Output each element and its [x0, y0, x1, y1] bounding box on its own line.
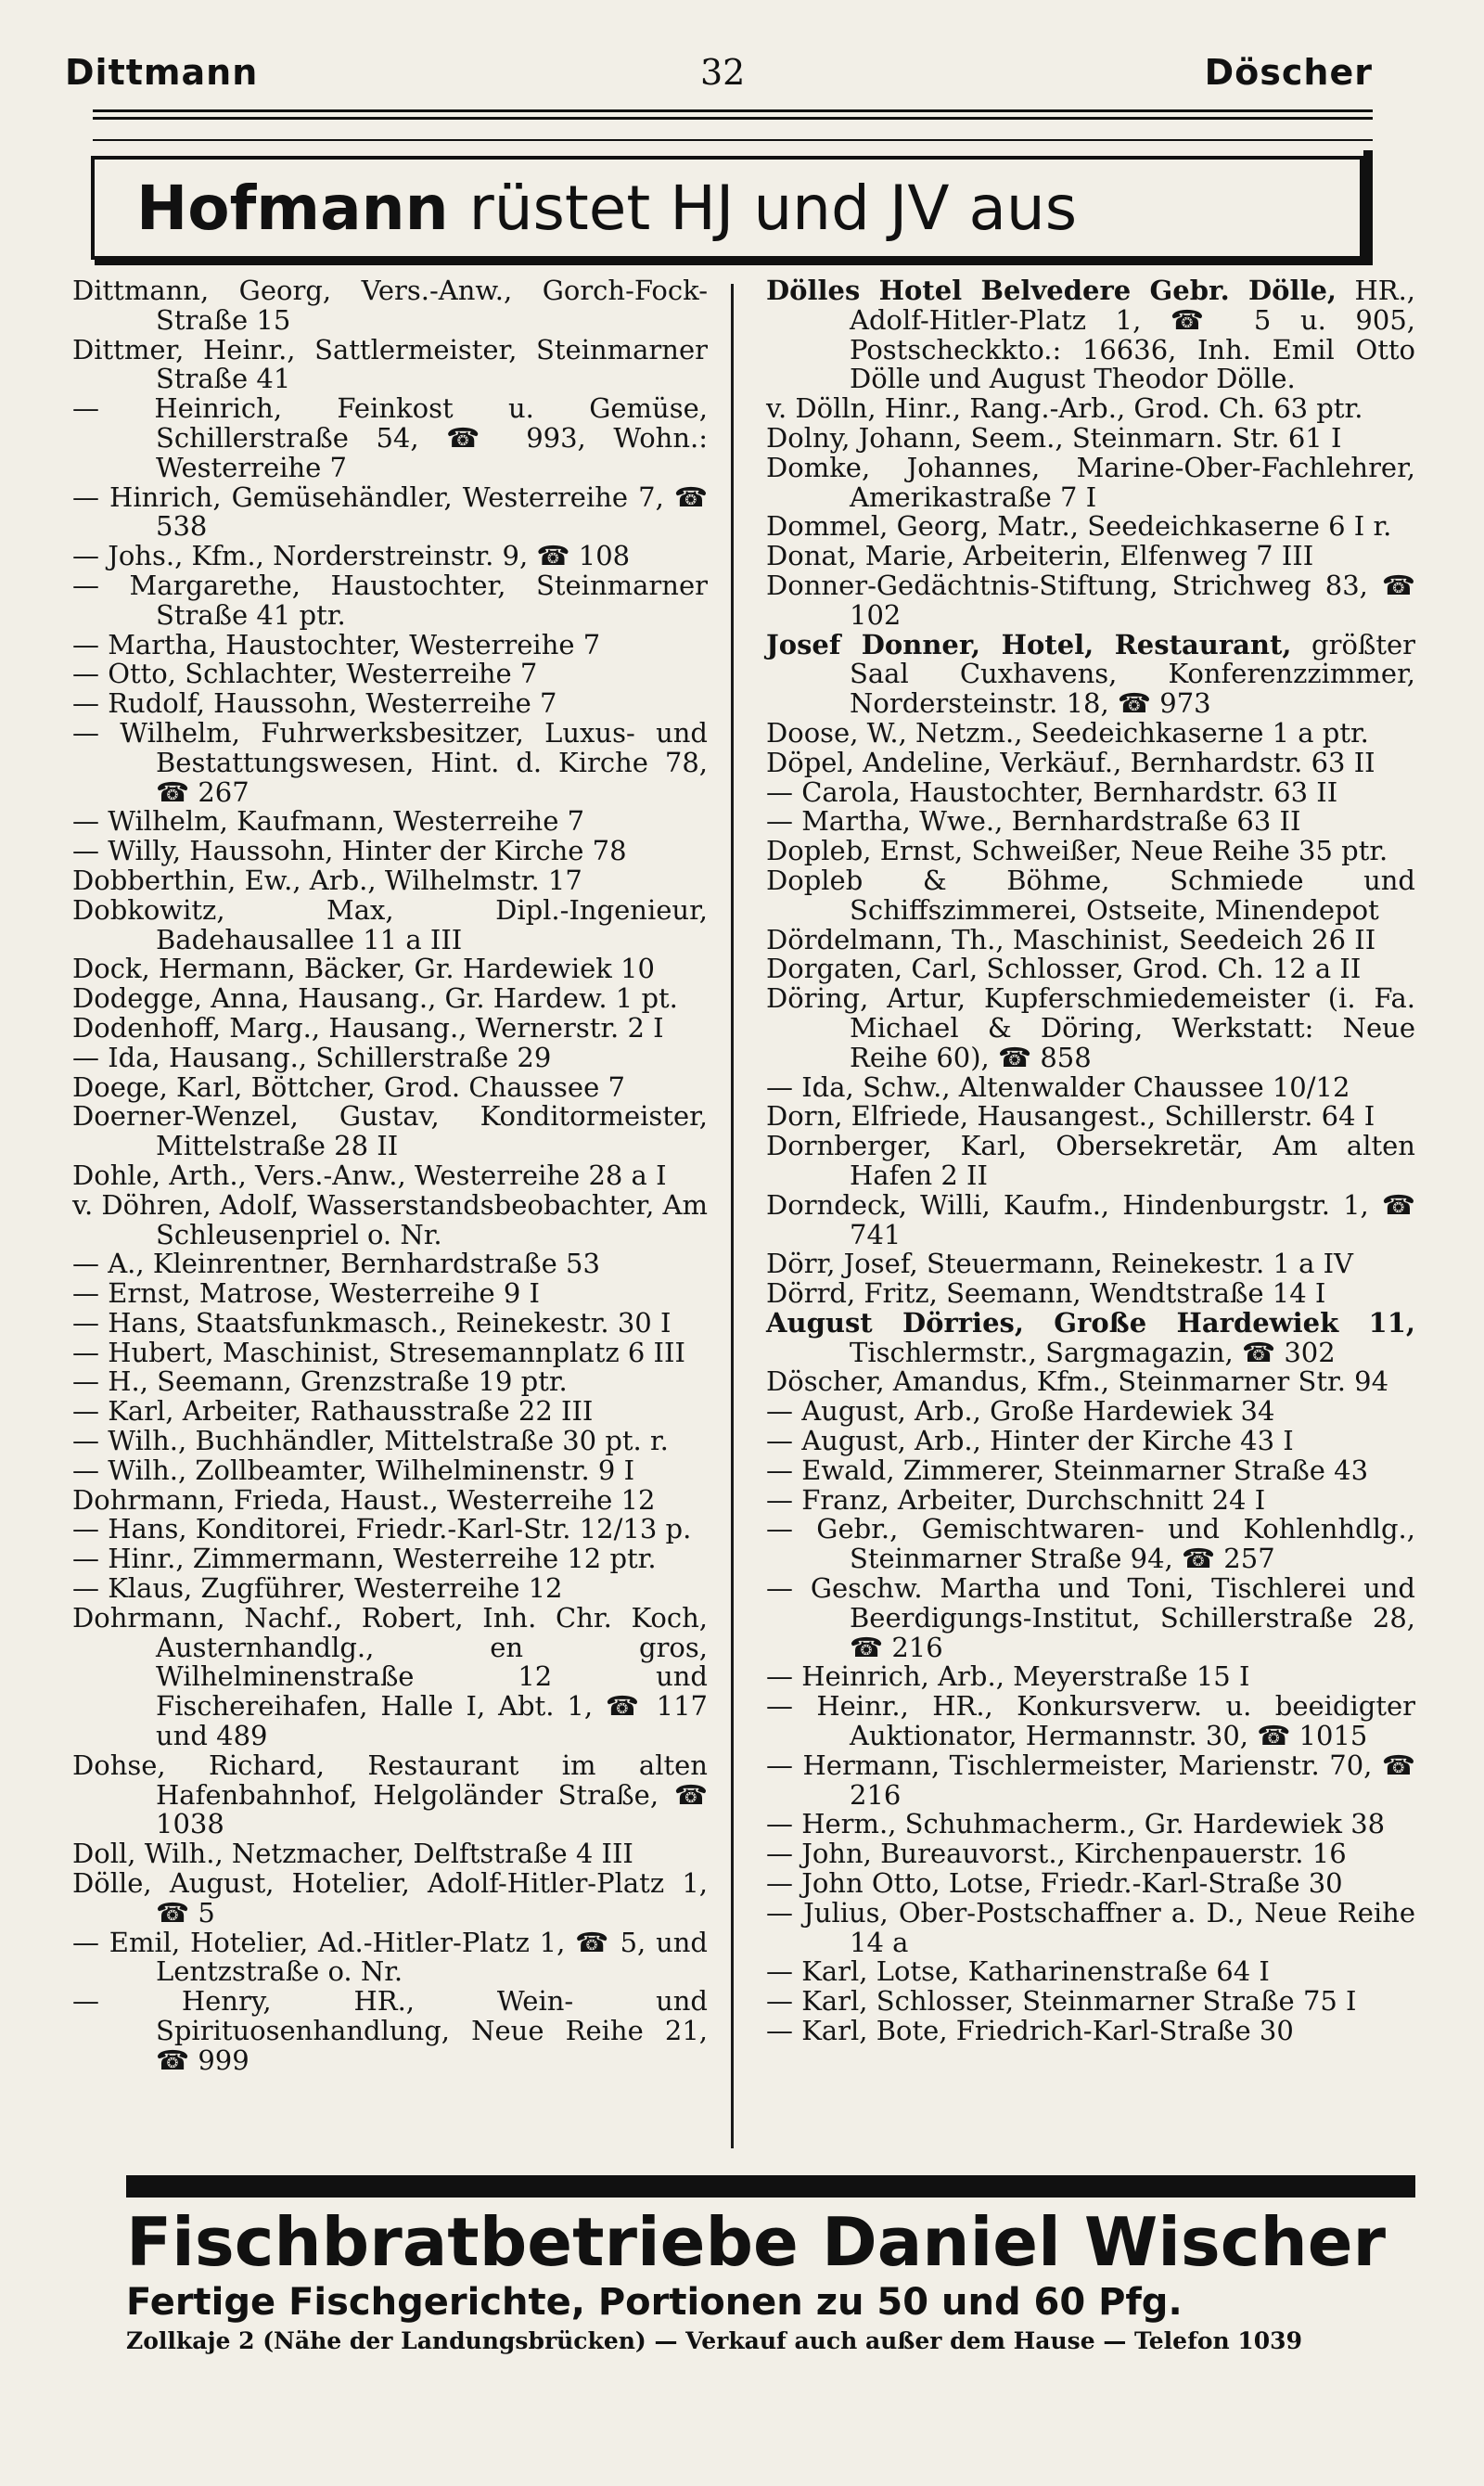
directory-entry: Doerner-Wenzel, Gustav, Konditormeister, Mittelstraße 28 II: [72, 1100, 708, 1162]
directory-entry: — H., Seemann, Grenzstraße 19 ptr.: [72, 1365, 568, 1398]
entry-text: — Herm., Schuhmacherm., Gr. Hardewiek 38: [766, 1808, 1386, 1840]
directory-entry: [766, 866, 1415, 926]
directory-entry: — Margarethe, Haustochter, Steinmarner Straße 41 ptr.: [72, 569, 708, 631]
directory-entry: Dodenhoff, Marg., Hausang., Wernerstr. 2 I: [72, 1011, 664, 1044]
directory-entry: [766, 1515, 1415, 1574]
directory-entry: Dohrmann, Frieda, Haust., Westerreihe 12: [72, 1483, 656, 1516]
directory-entry: — Henry, HR., Wein- und Spirituosenhandlung, Neue Reihe 21, ☎ 999: [72, 1985, 708, 2076]
entry-text: Döring, Artur, Kupferschmiedemeister (i. Fa. Michael & Döring, Werkstatt: Neue Reihe 60), ☎ 858: [766, 982, 1415, 1073]
entry-text: — Julius, Ober-Postschaffner a. D., Neue Reihe 14 a: [766, 1896, 1415, 1958]
directory-entry: — Heinrich, Feinkost u. Gemüse, Schillerstraße 54, ☎ 993, Wohn.: Westerreihe 7: [72, 392, 708, 483]
directory-entry: Dohle, Arth., Vers.-Anw., Westerreihe 28 a I: [72, 1159, 667, 1191]
header-rule: [93, 109, 1373, 112]
directory-entry: Dohrmann, Nachf., Robert, Inh. Chr. Koch, Austernhandlg., en gros, Wilhelminenstraße 12 und Fischereihafen, Halle I, Abt. 1, ☎ 117 und 489: [72, 1601, 708, 1752]
directory-entry: — Martha, Haustochter, Westerreihe 7: [72, 628, 601, 660]
directory-entry: [766, 451, 1415, 513]
header-last-name: Döscher: [1204, 52, 1373, 93]
entry-text: Dörr, Josef, Steuermann, Reinekestr. 1 a IV: [766, 1248, 1353, 1280]
entry-text: — Gebr., Gemischtwaren- und Kohlenhdlg., Steinmarner Straße 94, ☎ 257: [766, 1513, 1415, 1575]
directory-entry: [766, 571, 1415, 631]
directory-entry: [766, 2017, 1415, 2046]
directory-entry: [766, 628, 1415, 720]
entry-text: Domke, Johannes, Marine-Ober-Fachlehrer, Amerikastraße 7 I: [766, 451, 1415, 513]
right-column: [766, 276, 1415, 2046]
directory-entry: [766, 1662, 1415, 1692]
directory-entry: Dodegge, Anna, Hausang., Gr. Hardew. 1 pt.: [72, 982, 678, 1015]
directory-entry: [766, 1102, 1415, 1132]
directory-entry: Dittmer, Heinr., Sattlermeister, Steinmarner Straße 41: [72, 333, 708, 395]
entry-text: — Martha, Wwe., Bernhardstraße 63 II: [766, 805, 1301, 838]
entry-text: — Geschw. Martha und Toni, Tischlerei und Beerdigungs-Institut, Schillerstraße 28, ☎ 216: [766, 1572, 1415, 1663]
directory-entry: [766, 1427, 1415, 1456]
directory-entry: [766, 1574, 1415, 1662]
directory-entry: [766, 1810, 1415, 1839]
entry-text: Tischlermstr., Sargmagazin, ☎ 302: [850, 1336, 1336, 1368]
directory-entry: Dölle, August, Hotelier, Adolf-Hitler-Platz 1, ☎ 5: [72, 1867, 708, 1929]
directory-entry: [766, 1839, 1415, 1869]
bottom-advertisement: [126, 2175, 1415, 2354]
entry-bold-lead: Dölles Hotel Belvedere Gebr. Dölle,: [766, 275, 1337, 306]
entry-text: Dolny, Johann, Seem., Steinmarn. Str. 61 I: [766, 421, 1342, 454]
directory-entry: — Karl, Arbeiter, Rathausstraße 22 III: [72, 1395, 594, 1428]
entry-text: Donner-Gedächtnis-Stiftung, Strichweg 83, ☎ 102: [766, 569, 1415, 631]
directory-entry: Doege, Karl, Böttcher, Grod. Chaussee 7: [72, 1070, 625, 1103]
directory-entry: [766, 394, 1415, 424]
directory-entry: — Willy, Haussohn, Hinter der Kirche 78: [72, 835, 627, 867]
directory-entry: [766, 923, 1415, 955]
entry-text: Dördelmann, Th., Maschinist, Seedeich 26 II: [766, 923, 1376, 955]
directory-entry: [766, 1751, 1415, 1811]
entry-text: — Hermann, Tischlermeister, Marienstr. 70, ☎ 216: [766, 1749, 1415, 1811]
entry-text: — Carola, Haustochter, Bernhardstr. 63 II: [766, 775, 1338, 808]
directory-entry: [766, 1306, 1415, 1368]
directory-entry: [766, 1397, 1415, 1427]
directory-entry: [766, 1249, 1415, 1279]
entry-text: Dopleb & Böhme, Schmiede und Schiffszimmerei, Ostseite, Minendepot: [766, 864, 1415, 926]
directory-entry: [766, 955, 1415, 984]
entry-bold-lead: Josef Donner, Hotel, Restaurant,: [766, 628, 1292, 660]
directory-entry: [766, 1070, 1415, 1103]
directory-entry: [766, 512, 1415, 542]
entry-text: Döpel, Andeline, Verkäuf., Bernhardstr. 63 II: [766, 746, 1375, 778]
entry-text: — Karl, Bote, Friedrich-Karl-Straße 30: [766, 2015, 1294, 2047]
directory-entry: [766, 1456, 1415, 1486]
column-divider: [731, 284, 734, 2148]
directory-entry: [766, 1869, 1415, 1899]
directory-entry: — Wilhelm, Fuhrwerksbesitzer, Luxus- und Bestattungswesen, Hint. d. Kirche 78, ☎ 267: [72, 716, 708, 808]
header-first-name: Dittmann: [65, 52, 259, 93]
entry-text: Dörrd, Fritz, Seemann, Wendtstraße 14 I: [766, 1277, 1326, 1310]
directory-entry: [766, 1692, 1415, 1751]
directory-entry: [766, 542, 1415, 571]
directory-entry: Dittmann, Georg, Vers.-Anw., Gorch-Fock-Straße 15: [72, 275, 708, 336]
ad-title: Fischbratbetriebe Daniel Wischer: [126, 2203, 1387, 2281]
directory-entry: Doll, Wilh., Netzmacher, Delftstraße 4 III: [72, 1838, 633, 1870]
directory-entry: — Hinr., Zimmermann, Westerreihe 12 ptr.: [72, 1543, 657, 1575]
directory-entry: [766, 1957, 1415, 1987]
entry-text: Doose, W., Netzm., Seedeichkaserne 1 a ptr.: [766, 716, 1369, 749]
directory-entry: [766, 1367, 1415, 1397]
entry-text: Dorndeck, Willi, Kaufm., Hindenburgstr. 1, ☎ 741: [766, 1188, 1415, 1250]
directory-entry: [766, 1188, 1415, 1250]
entry-text: — Heinrich, Arb., Meyerstraße 15 I: [766, 1660, 1250, 1693]
entry-text: — Franz, Arbeiter, Durchschnitt 24 I: [766, 1483, 1266, 1516]
directory-entry: [766, 1896, 1415, 1958]
banner-shadow: [95, 256, 1373, 265]
directory-entry: — Ida, Hausang., Schillerstraße 29: [72, 1041, 552, 1073]
ad-slogan: rüstet HJ und JV aus: [468, 172, 1078, 244]
directory-entry: — Hans, Konditorei, Friedr.-Karl-Str. 12/13 p.: [72, 1513, 692, 1545]
directory-entry: — Hans, Staatsfunkmasch., Reinekestr. 30 I: [72, 1306, 672, 1339]
ad-subtitle: Fertige Fischgerichte, Portionen zu 50 und 60 Pfg.: [126, 2281, 1183, 2324]
directory-entry: [766, 716, 1415, 749]
directory-entry: [766, 1483, 1415, 1516]
directory-entry: [766, 746, 1415, 778]
directory-entry: [766, 1987, 1415, 2017]
ad-top-bar: [126, 2175, 1415, 2198]
entry-text: HR., Adolf-Hitler-Platz 1, ☎ 5 u. 905, Postscheckkto.: 16636, Inh. Emil Otto Dölle und August Theodor Dölle.: [850, 275, 1416, 395]
entry-text: Dorn, Elfriede, Hausangest., Schillerstr. 64 I: [766, 1100, 1375, 1133]
directory-entry: Dock, Hermann, Bäcker, Gr. Hardewiek 10: [72, 953, 655, 985]
entry-text: — John Otto, Lotse, Friedr.-Karl-Straße 30: [766, 1867, 1343, 1900]
directory-entry: — Hubert, Maschinist, Stresemannplatz 6 III: [72, 1336, 685, 1368]
directory-entry: — A., Kleinrentner, Bernhardstraße 53: [72, 1248, 600, 1280]
ad-brand: Hofmann: [136, 172, 449, 244]
entry-text: — Karl, Lotse, Katharinenstraße 64 I: [766, 1955, 1270, 1988]
ad-address-line: Zollkaje 2 (Nähe der Landungsbrücken) — Verkauf auch außer dem Hause — Telefon 1039: [126, 2327, 1302, 2354]
directory-entry: [766, 421, 1415, 454]
directory-entry: Dobberthin, Ew., Arb., Wilhelmstr. 17: [72, 864, 582, 896]
directory-entry: Dohse, Richard, Restaurant im alten Hafenbahnhof, Helgoländer Straße, ☎ 1038: [72, 1749, 708, 1840]
page-number: 32: [700, 52, 746, 93]
directory-entry: Dobkowitz, Max, Dipl.-Ingenieur, Badehausallee 11 a III: [72, 893, 708, 955]
entry-text: Dopleb, Ernst, Schweißer, Neue Reihe 35 ptr.: [766, 835, 1388, 867]
directory-entry: — Wilh., Zollbeamter, Wilhelminenstr. 9 I: [72, 1454, 635, 1486]
directory-entry: — Rudolf, Haussohn, Westerreihe 7: [72, 687, 557, 720]
entry-text: — Ida, Schw., Altenwalder Chaussee 10/12: [766, 1070, 1350, 1103]
directory-entry: [766, 1132, 1415, 1191]
entry-text: — Ewald, Zimmerer, Steinmarner Straße 43: [766, 1454, 1369, 1486]
header-rule: [93, 117, 1373, 120]
directory-entry: — Hinrich, Gemüsehändler, Westerreihe 7, ☎ 538: [72, 481, 708, 543]
header-rule: [93, 139, 1373, 141]
entry-text: Dornberger, Karl, Obersekretär, Am alten Hafen 2 II: [766, 1130, 1415, 1191]
entry-text: — Karl, Schlosser, Steinmarner Straße 75 I: [766, 1985, 1357, 2018]
directory-entry: — Emil, Hotelier, Ad.-Hitler-Platz 1, ☎ 5, und Lentzstraße o. Nr.: [72, 1926, 708, 1988]
directory-entry: [766, 984, 1415, 1072]
directory-entry: — Klaus, Zugführer, Westerreihe 12: [72, 1572, 563, 1605]
directory-entry: — Ernst, Matrose, Westerreihe 9 I: [72, 1277, 540, 1310]
entry-text: Döscher, Amandus, Kfm., Steinmarner Str. 94: [766, 1365, 1389, 1398]
directory-entry: [766, 276, 1415, 394]
directory-entry: — Otto, Schlachter, Westerreihe 7: [72, 658, 538, 690]
banner-shadow: [1363, 150, 1373, 265]
left-column: [72, 276, 708, 2076]
entry-text: v. Dölln, Hinr., Rang.-Arb., Grod. Ch. 63 ptr.: [766, 392, 1363, 425]
directory-entry: [766, 807, 1415, 837]
entry-bold-lead: August Dörries, Große Hardewiek 11,: [766, 1306, 1415, 1339]
entry-text: Dorgaten, Carl, Schlosser, Grod. Ch. 12 a II: [766, 953, 1362, 985]
entry-text: — John, Bureauvorst., Kirchenpauerstr. 16: [766, 1838, 1347, 1870]
directory-entry: — Wilhelm, Kaufmann, Westerreihe 7: [72, 805, 585, 838]
directory-entry: v. Döhren, Adolf, Wasserstandsbeobachter, Am Schleusenpriel o. Nr.: [72, 1188, 708, 1250]
entry-text: — August, Arb., Hinter der Kirche 43 I: [766, 1425, 1294, 1457]
directory-entry: [766, 837, 1415, 866]
directory-entry: [766, 775, 1415, 808]
entry-text: — Heinr., HR., Konkursverw. u. beeidigter Auktionator, Hermannstr. 30, ☎ 1015: [766, 1690, 1415, 1752]
entry-text: Donat, Marie, Arbeiterin, Elfenweg 7 III: [766, 540, 1314, 572]
entry-text: Dommel, Georg, Matr., Seedeichkaserne 6 I r.: [766, 510, 1392, 543]
entry-text: größter Saal Cuxhavens, Konferenzzimmer, Nordersteinstr. 18, ☎ 973: [850, 628, 1415, 720]
directory-entry: — Wilh., Buchhändler, Mittelstraße 30 pt. r.: [72, 1425, 669, 1457]
directory-entry: — Johs., Kfm., Norderstreinstr. 9, ☎ 108: [72, 540, 631, 572]
top-advertisement: [91, 156, 1363, 260]
directory-entry: [766, 1279, 1415, 1309]
entry-text: — August, Arb., Große Hardewiek 34: [766, 1395, 1275, 1428]
